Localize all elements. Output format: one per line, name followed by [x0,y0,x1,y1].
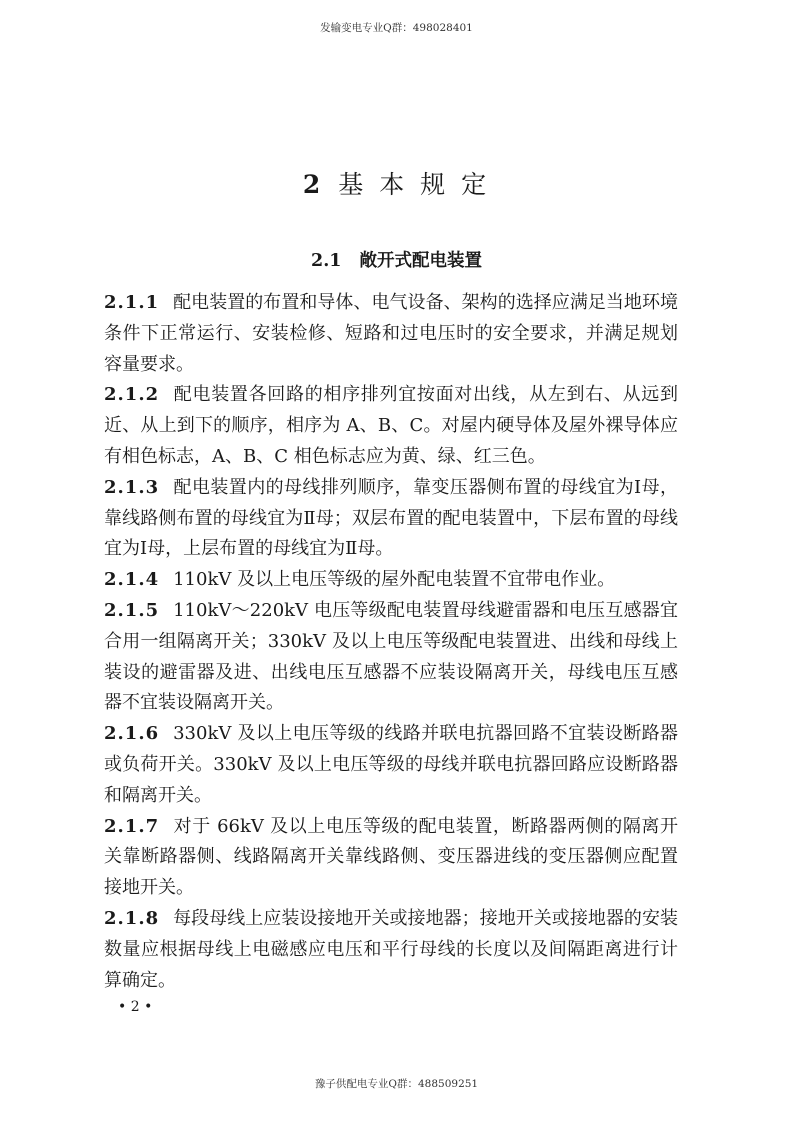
page-number: • 2 • [118,999,153,1015]
section-number: 2.1 [311,251,342,271]
clause-number: 2.1.7 [104,815,160,837]
clause-number: 2.1.8 [104,907,160,929]
clause-number: 2.1.1 [104,292,160,313]
clause-number: 2.1.2 [104,384,160,406]
clause-text: 每段母线上应装设接地开关或接地器；接地开关或接地器的安装数量应根据母线上电磁感应电压和平行母线的长度以及间隔距离进行计算确定。 [104,907,678,991]
clause-text: 对于 66kV 及以上电压等级的配电装置，断路器两侧的隔离开关靠断路器侧、线路隔离开关靠线路侧、变压器进线的变压器侧应配置接地开关。 [104,815,678,899]
clause-number: 2.1.4 [104,569,160,591]
clause-2-1-6 [104,719,678,811]
clause-list [104,288,678,996]
clause-number: 2.1.6 [104,723,160,745]
clause-number: 2.1.3 [104,476,160,498]
clause-2-1-2 [104,380,678,472]
clause-text: 配电装置内的母线排列顺序，靠变压器侧布置的母线宜为Ⅰ母，靠线路侧布置的母线宜为Ⅱ母；双层布置的配电装置中，下层布置的母线宜为Ⅰ母，上层布置的母线宜为Ⅱ母。 [104,476,678,560]
chapter-title: 基 本 规 定 [338,170,491,199]
watermark-top: 发输变电专业Q群：498028401 [320,22,473,34]
chapter-heading [0,165,793,201]
clause-2-1-7 [104,812,678,904]
clause-text: 配电装置的布置和导体、电气设备、架构的选择应满足当地环境条件下正常运行、安装检修、短路和过电压时的安全要求，并满足规划容量要求。 [104,292,678,375]
chapter-number: 2 [302,170,321,199]
clause-text: 110kV 及以上电压等级的屋外配电装置不宜带电作业。 [173,569,616,591]
clause-2-1-5 [104,596,678,719]
clause-2-1-3 [104,473,678,565]
watermark-bottom: 豫子供配电专业Q群：488509251 [314,1078,479,1090]
section-heading [0,247,793,272]
clause-2-1-1 [104,288,678,380]
clause-text: 110kV～220kV 电压等级配电装置母线避雷器和电压互感器宜合用一组隔离开关；330kV 及以上电压等级配电装置进、出线和母线上装设的避雷器及进、出线电压互感器不应装设隔离开关，母线电压互感器不宜装设隔离开关。 [104,599,678,714]
clause-text: 330kV 及以上电压等级的线路并联电抗器回路不宜装设断路器或负荷开关。330kV 及以上电压等级的母线并联电抗器回路应设断路器和隔离开关。 [104,723,678,806]
section-title: 敞开式配电装置 [359,251,482,271]
clause-text: 配电装置各回路的相序排列宜按面对出线，从左到右、从远到近、从上到下的顺序，相序为 A、B、C。对屋内硬导体及屋外裸导体应有相色标志，A、B、C 相色标志应为黄、绿、红三色。 [104,384,678,467]
clause-2-1-4 [104,565,678,596]
clause-number: 2.1.5 [104,599,160,621]
clause-2-1-8 [104,904,678,996]
